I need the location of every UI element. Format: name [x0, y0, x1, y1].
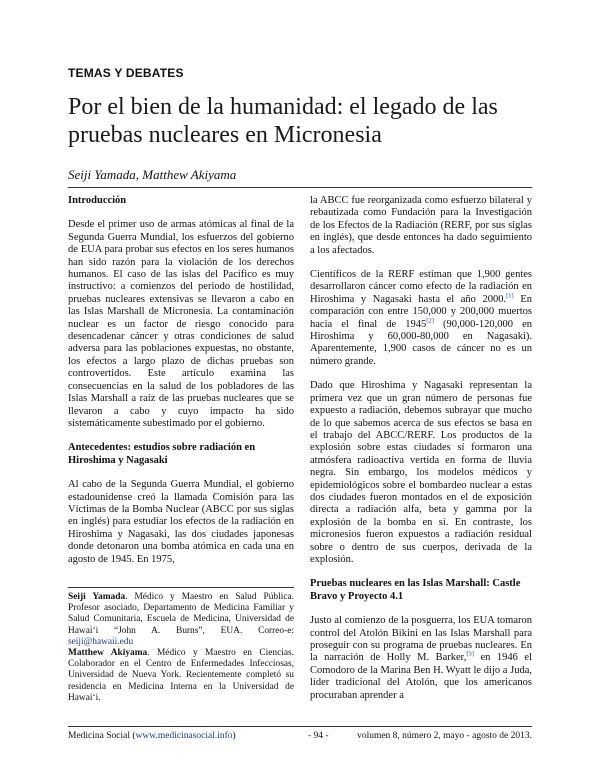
article-authors: Seiji Yamada, Matthew Akiyama [68, 167, 237, 182]
castle-bravo-heading: Pruebas nucleares en las Islas Marshall: Castle Bravo y Proyecto 4.1 [310, 578, 521, 602]
right-paragraph-2 [310, 269, 532, 368]
footer-rule [68, 726, 532, 727]
footer-journal [68, 731, 236, 742]
intro-paragraph: Desde el primer uso de armas atómicas al final de la Segunda Guerra Mundial, los esfuerzos del gobierno de EUA para probar sus efectos en los seres humanos han sido razón para la violación de los derechos humanos. El caso de las islas del Pacífico es muy instructivo: a comienzos del periodo de hostilidad, pruebas nucleares extensivas se llevaron a cabo en las Islas Marshall de Micronesia. La contaminación nuclear es un factor de riesgo conocido para desencadenar cáncer y otras condiciones de salud adversa para las poblaciones expuestas, no obstante, los efectos a largo plazo de dichas pruebas son controvertidos. Este artículo examina las consecuencias en la salud de los pobladores de las Islas Marshall a raíz de las pruebas nucleares que se llevaron a cabo y cuyo impacto ha sido sistemáticamente subestimado por el gobierno. [68, 219, 294, 429]
left-column [68, 195, 294, 566]
p2-text-c: (90,000-120,000 en Hiroshima y 60,000-80,000 en Nagasaki). Aparentemente, 1,900 casos de cáncer no es un número grande. [310, 318, 532, 367]
article-title: Por el bien de la humanidad: el legado de las pruebas nucleares en Micronesia [68, 94, 498, 148]
right-paragraph-3: Dado que Hiroshima y Nagasaki representan la primera vez que un gran número de personas fue expuesto a radiación, debemos subrayar que mucho de lo que sabemos acerca de sus efectos se basa en el trabajo del ABCC/RERF. Los productos de la explosión sobre estas ciudades sí formaron una atmósfera radioactiva vertida en forma de lluvia negra. Sin embargo, los modelos médicos y epidemiológicos sobre el bombardeo nuclear a estas dos ciudades fueron montados en el de exposición directa a radiación alfa, beta y gamma por la explosión de la bomba en sí. En contraste, los micronesios fueron expuestos a radiación residual sobre o dentro de sus cuerpos, derivada de la explosión. [310, 380, 532, 565]
intro-heading: Introducción [68, 195, 127, 206]
right-paragraph-1: la ABCC fue reorganizada como esfuerzo bilateral y rebautizada como Fundación para la Investigación de los Efectos de la Radiación (RERF, por sus siglas en inglés), que desde entonces ha dado seguimiento a los afectados. [310, 195, 532, 256]
footer-journal-close: ) [232, 731, 236, 741]
right-paragraph-4 [310, 615, 532, 702]
p2-text-a: Científicos de la RERF estiman que 1,900 gentes desarrollaron cáncer como efecto de la radiación en Hiroshima y Nagasaki hasta el año 2000. [310, 269, 532, 305]
journal-url-link[interactable]: www.medicinasocial.info [135, 731, 233, 741]
antecedentes-paragraph: Al cabo de la Segunda Guerra Mundial, el gobierno estadounidense creó la llamada Comisión para las Víctimas de la Bomba Nuclear (ABCC por sus siglas en inglés) para estudiar los efectos de la radiación en Hiroshima y Nagasaki, las dos ciudades japonesas donde detonaron una bomba atómica en cada una en agosto de 1945. En 1975, [68, 479, 294, 565]
p2-text-b: En comparación con entre 150,000 y 200,000 muertos hacia el final de 1945 [310, 293, 532, 330]
section-label: TEMAS Y DEBATES [68, 66, 184, 80]
reference-3-link[interactable]: [3] [466, 650, 474, 658]
p4-text-a: Justo al comienzo de la posguerra, los EUA tomaron control del Atolón Bikini en las Islas Marshall para proseguir con su programa de pruebas nucleares. En la narración de Holly M. Barker, [310, 615, 532, 664]
header-rule [68, 187, 532, 188]
antecedentes-heading: Antecedentes: estudios sobre radiación en Hiroshima y Nagasaki [68, 442, 256, 466]
author-footnote [68, 592, 294, 704]
author-email-link[interactable]: seiji@hawaii.edu [68, 636, 134, 647]
footnote-akiyama [68, 648, 294, 704]
p4-text-b: en 1946 el Comodoro de la Marina Ben H. Wyatt le dijo a Juda, líder tradicional del Atolón, que los americanos procuraban aprender a [310, 652, 532, 701]
footnote-akiyama-text: . Médico y Maestro en Ciencias. Colaborador en el Centro de Enfermedades Infecciosas, Universidad de Nueva York. Recientemente completó su residencia en Medicina Interna en la Universidad de Hawai‘i. [68, 648, 294, 703]
footnote-akiyama-name: Matthew Akiyama [68, 648, 148, 659]
footer-volume: volumen 8, número 2, mayo - agosto de 2013. [357, 731, 532, 741]
footnote-yamada [68, 592, 294, 648]
reference-1-link[interactable]: [1] [506, 292, 514, 300]
footnote-yamada-name: Seiji Yamada [68, 592, 126, 602]
right-column [310, 195, 532, 702]
footnote-rule [68, 587, 294, 588]
footer-journal-name: Medicina Social ( [68, 731, 136, 741]
page-number: - 94 - [308, 731, 329, 741]
footnote-yamada-text: . Médico y Maestro en Salud Pública. Profesor asociado, Departamento de Medicina Familiar y Salud Comunitaria, Escuela de Medicina, Universidad de Hawai‘i “John A. Burns”, EUA. Correo-e: [68, 592, 294, 636]
reference-2-link[interactable]: [2] [426, 317, 434, 325]
